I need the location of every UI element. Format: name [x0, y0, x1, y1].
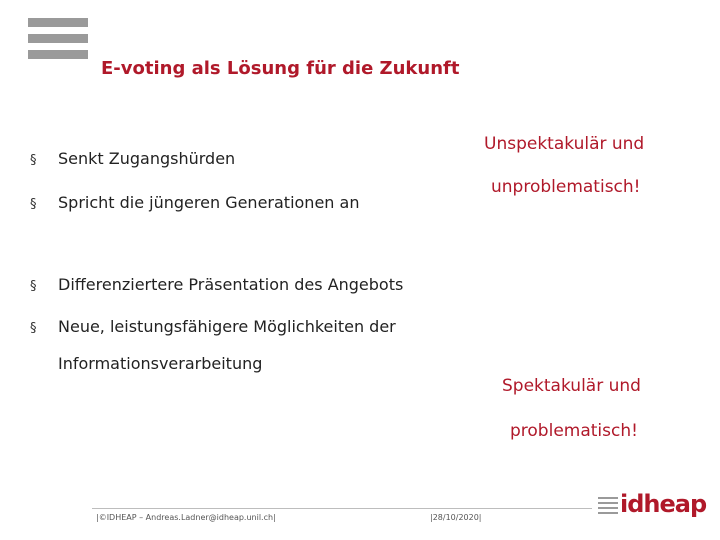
logo-bar — [28, 50, 88, 59]
idheap-logo — [598, 490, 707, 522]
note-spektakulaer-line1: Spektakulär und — [502, 376, 641, 396]
note-unspektakulaer-line1: Unspektakulär und — [484, 134, 645, 154]
footer-date: |28/10/2020| — [430, 513, 482, 522]
bullet-text: Neue, leistungsfähigere Möglichkeiten der — [58, 317, 396, 336]
footer-author: |©IDHEAP – Andreas.Ladner@idheap.unil.ch| — [96, 513, 276, 522]
bullet-text: Differenziertere Präsentation des Angebots — [58, 275, 404, 294]
brand-name: idheap — [620, 490, 707, 518]
footer-divider — [92, 508, 592, 509]
bullet-text: Senkt Zugangshürden — [58, 149, 236, 168]
bullet-marker: § — [30, 279, 37, 294]
note-unspektakulaer-line2: unproblematisch! — [491, 177, 641, 197]
slide-title: E-voting als Lösung für die Zukunft — [101, 58, 460, 79]
bullet-marker: § — [30, 153, 37, 168]
note-spektakulaer-line2: problematisch! — [510, 421, 638, 441]
bullet-continuation: Informationsverarbeitung — [58, 354, 263, 373]
brand-lines-icon — [598, 497, 618, 517]
bullet-marker: § — [30, 197, 37, 212]
logo-bar — [28, 34, 88, 43]
header-logo-bars — [28, 18, 88, 66]
bullet-text: Spricht die jüngeren Generationen an — [58, 193, 360, 212]
bullet-item — [30, 275, 403, 294]
bullet-item — [30, 317, 396, 336]
bullet-marker: § — [30, 321, 37, 336]
bullet-item — [30, 149, 235, 168]
bullet-item — [30, 193, 359, 212]
logo-bar — [28, 18, 88, 27]
